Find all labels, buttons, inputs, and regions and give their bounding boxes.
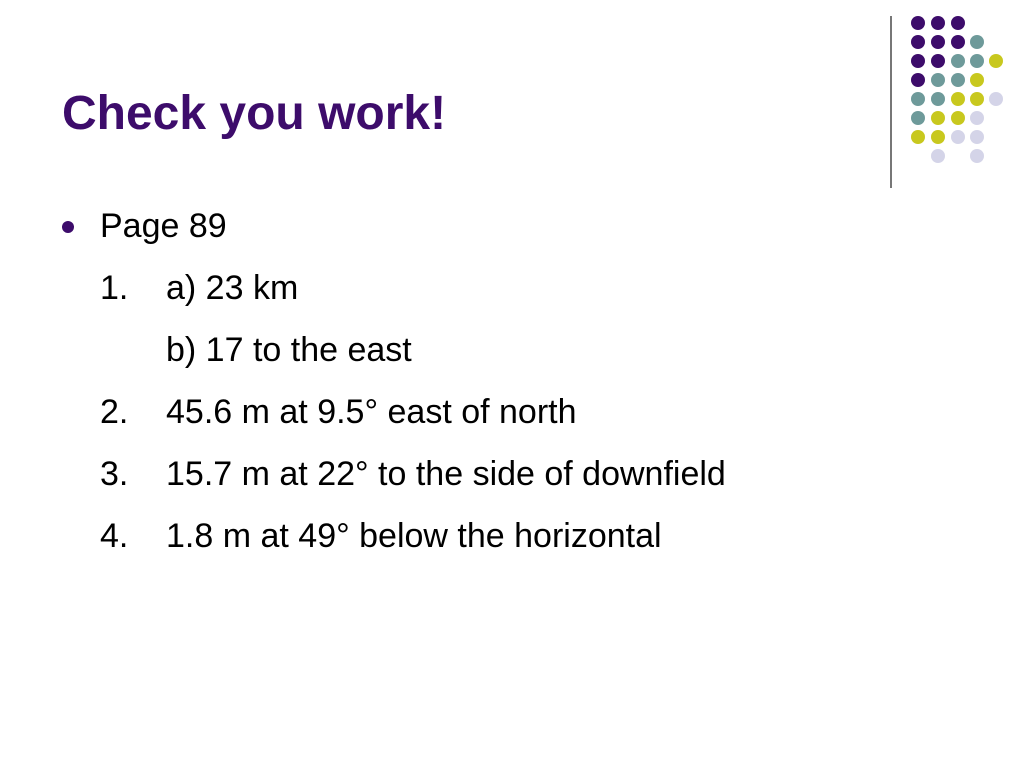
decorative-dot: [951, 16, 965, 30]
decorative-dot: [911, 111, 925, 125]
answer-item-1b: [62, 326, 942, 388]
bullet-item: [62, 202, 942, 264]
answer-number: 4.: [100, 517, 129, 555]
decorative-dot: [931, 35, 945, 49]
answer-number: 1.: [100, 269, 129, 307]
decorative-dot: [951, 130, 965, 144]
answer-text: a) 23 km: [166, 269, 299, 307]
decorative-dot: [951, 73, 965, 87]
answer-item-2: [62, 388, 942, 450]
decorative-dot: [931, 73, 945, 87]
answer-number: 3.: [100, 455, 129, 493]
decorative-dot: [931, 54, 945, 68]
bullet-text: Page 89: [100, 207, 227, 245]
decorative-dot: [911, 35, 925, 49]
decorative-dot: [931, 92, 945, 106]
decorative-dot: [989, 92, 1003, 106]
answer-text: 15.7 m at 22° to the side of downfield: [166, 455, 726, 493]
answer-item-3: [62, 450, 942, 512]
decorative-dot: [951, 54, 965, 68]
bullet-dot-icon: [62, 221, 74, 233]
decorative-dot: [911, 16, 925, 30]
decorative-dot: [931, 149, 945, 163]
decorative-dot: [911, 130, 925, 144]
decorative-dot: [911, 92, 925, 106]
decorative-dot: [970, 73, 984, 87]
answer-item-4: [62, 512, 942, 574]
slide-body: [62, 202, 942, 574]
decorative-dot: [911, 54, 925, 68]
slide-title: Check you work!: [62, 87, 447, 140]
decorative-dot: [931, 16, 945, 30]
decorative-dot: [931, 111, 945, 125]
decorative-dot: [970, 92, 984, 106]
divider-line: [890, 16, 892, 188]
answer-text: 1.8 m at 49° below the horizontal: [166, 517, 662, 555]
answer-text: 45.6 m at 9.5° east of north: [166, 393, 577, 431]
decorative-dot: [951, 35, 965, 49]
decorative-dot: [970, 35, 984, 49]
decorative-dot: [989, 54, 1003, 68]
decorative-dot: [951, 92, 965, 106]
decorative-dot: [970, 54, 984, 68]
decorative-dot: [970, 130, 984, 144]
decorative-dot: [951, 111, 965, 125]
decorative-dot: [970, 149, 984, 163]
answer-item-1a: [62, 264, 942, 326]
decorative-dot: [970, 111, 984, 125]
decorative-dot: [911, 73, 925, 87]
decorative-dot: [931, 130, 945, 144]
answer-number: 2.: [100, 393, 129, 431]
answer-text: b) 17 to the east: [166, 331, 412, 369]
